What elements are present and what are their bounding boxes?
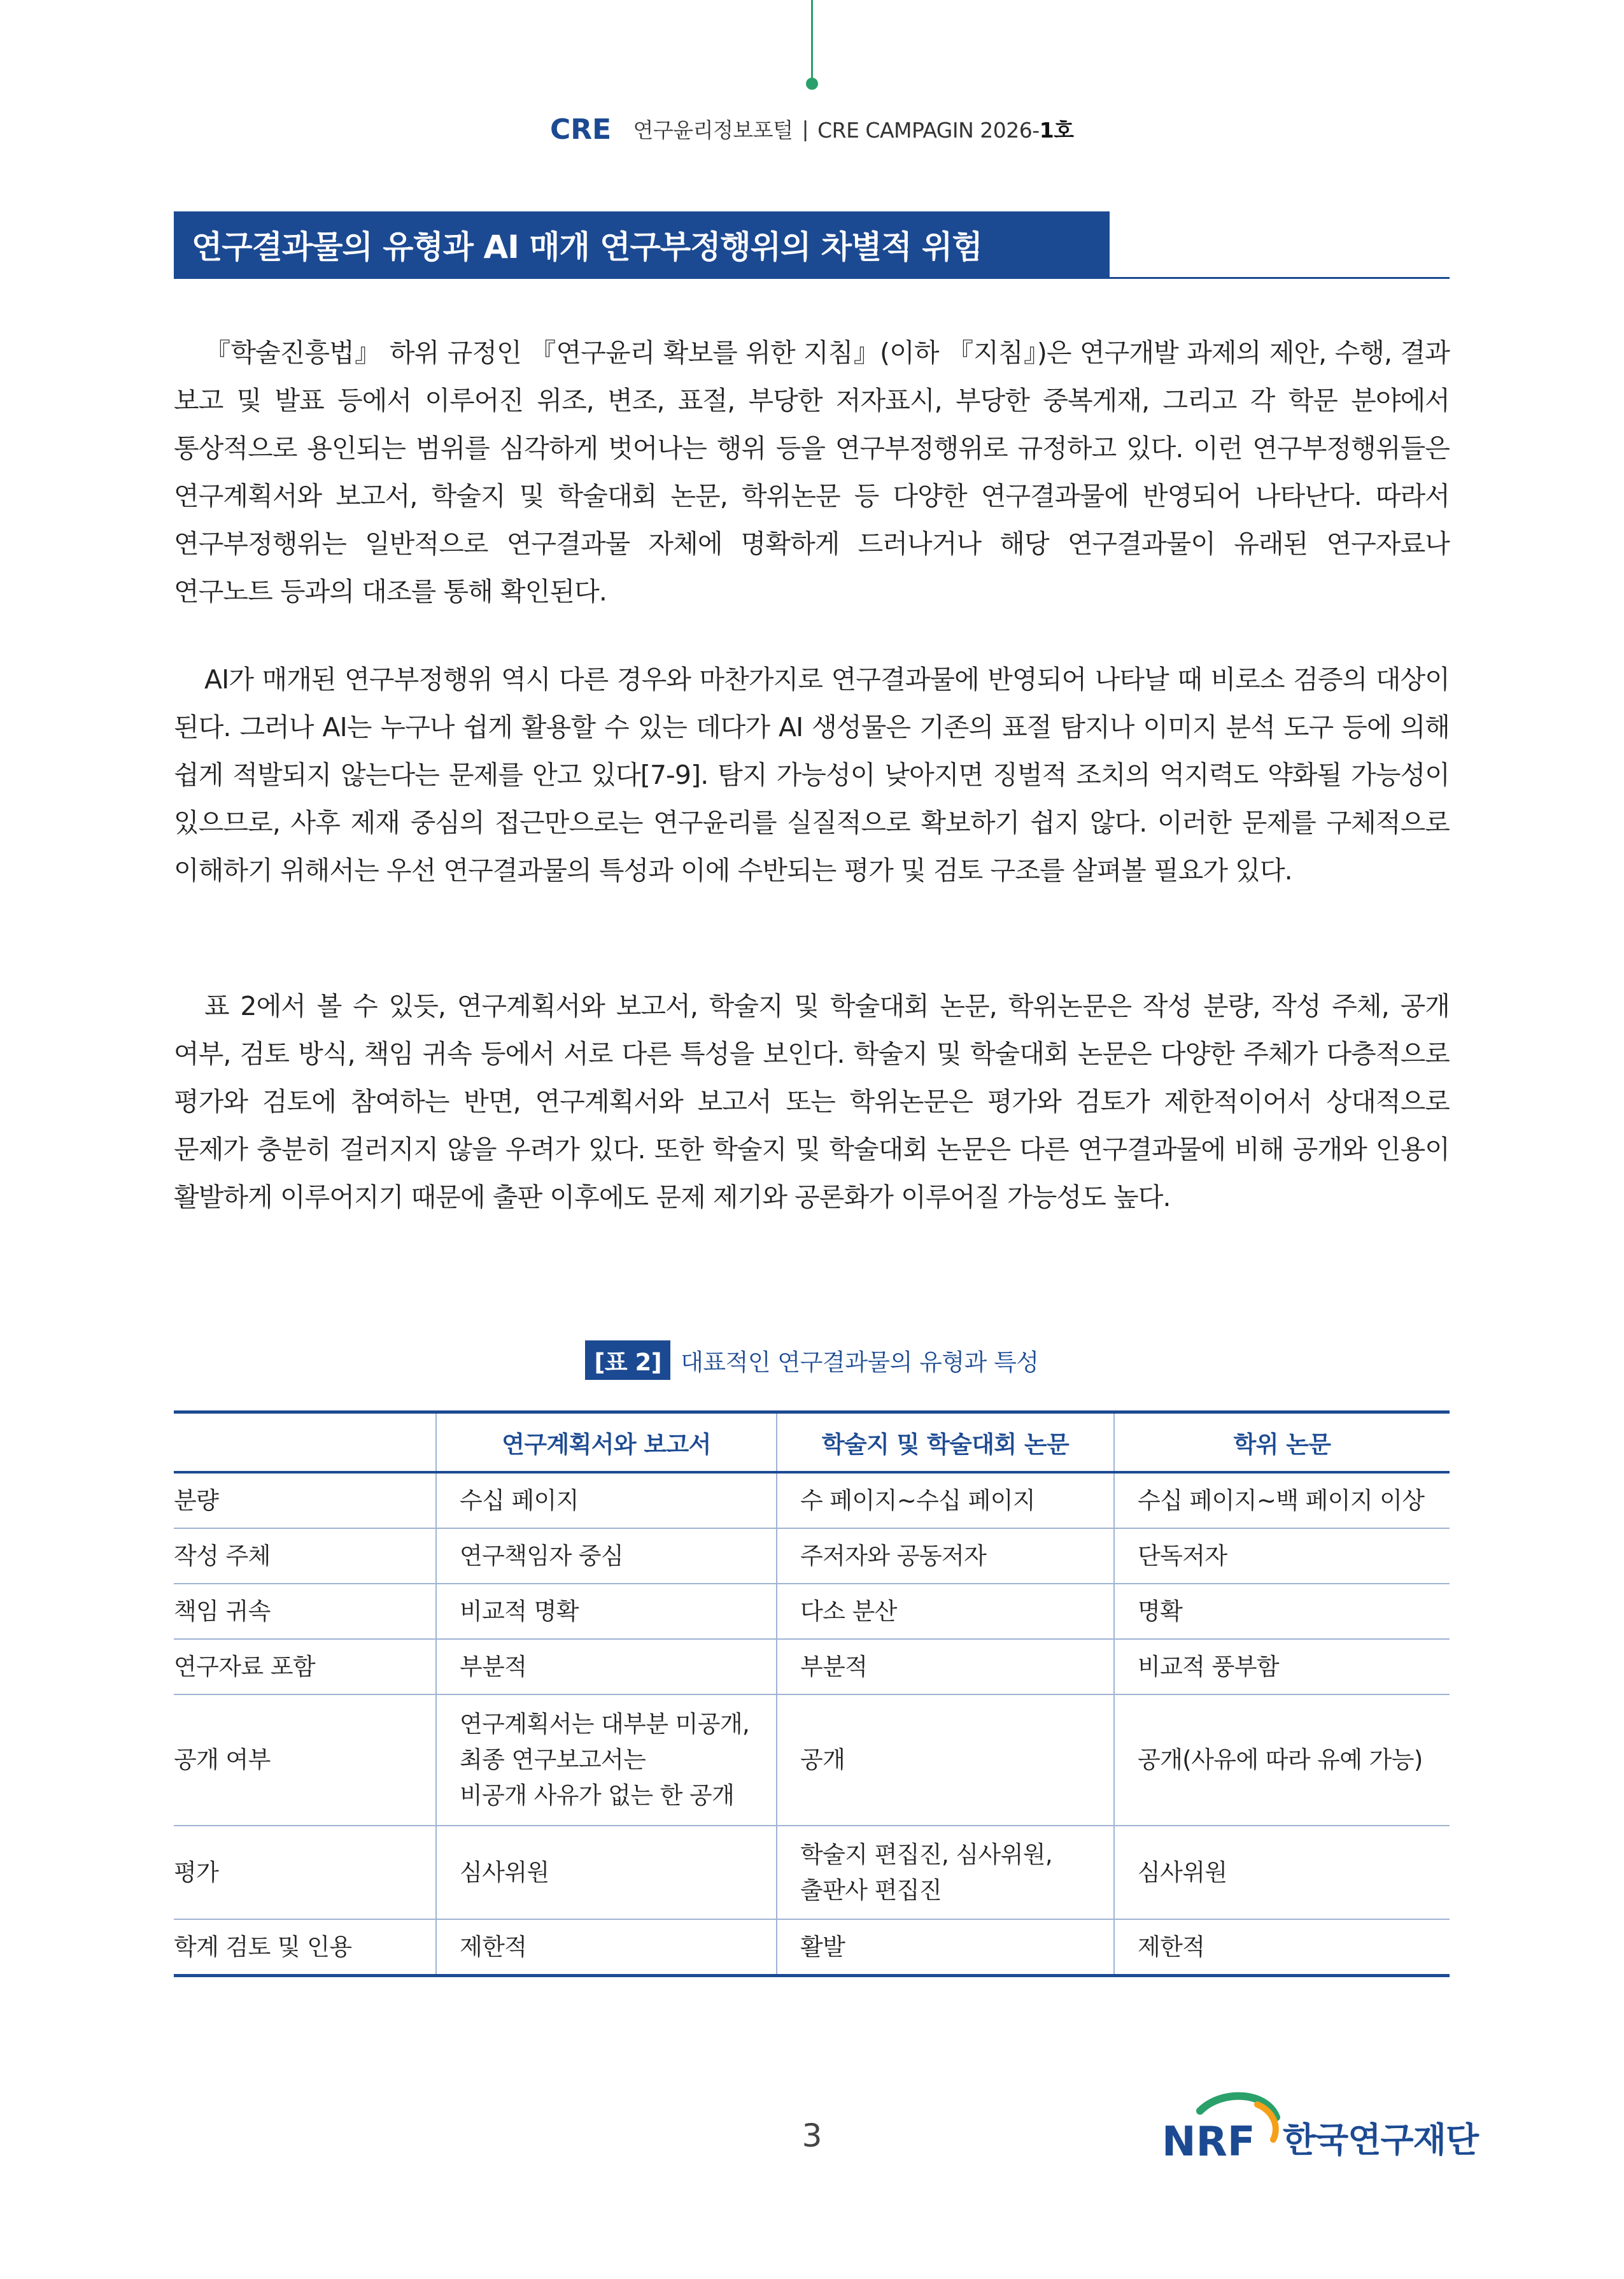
table-header-cell: 학위 논문 <box>1114 1412 1450 1473</box>
header-separator: | <box>801 116 809 141</box>
table-header-cell <box>174 1412 436 1473</box>
table-cell-line: 부분적 <box>460 1652 527 1680</box>
table-row <box>174 1694 1450 1826</box>
table-row <box>174 1472 1450 1528</box>
table-cell <box>436 1528 777 1584</box>
table-row-label: 작성 주체 <box>174 1528 436 1584</box>
table-cell-line: 공개 <box>800 1746 845 1773</box>
table-header-cell: 학술지 및 학술대회 논문 <box>777 1412 1114 1473</box>
header-campaign: CRE CAMPAGIN 2026-1호 <box>817 117 1074 143</box>
table-cell-line: 활발 <box>800 1933 845 1961</box>
table-cell <box>436 1472 777 1528</box>
table-cell <box>436 1584 777 1639</box>
top-decoration-line <box>811 0 813 84</box>
table-caption <box>0 1340 1624 1380</box>
table-cell <box>1114 1584 1450 1639</box>
table-cell <box>777 1472 1114 1528</box>
nrf-logo-text: NRF <box>1162 2119 1255 2166</box>
table-row-label: 연구자료 포함 <box>174 1639 436 1694</box>
table-caption-text: 대표적인 연구결과물의 유형과 특성 <box>681 1349 1039 1376</box>
table-cell <box>1114 1639 1450 1694</box>
table-cell-line: 비교적 명확 <box>460 1597 579 1625</box>
org-name: 한국연구재단 <box>1283 2120 1478 2160</box>
cre-logo <box>550 113 624 144</box>
header-issue: 1호 <box>1039 117 1074 143</box>
header-portal-name: 연구윤리정보포털 <box>633 117 793 143</box>
table-row-label: 평가 <box>174 1826 436 1919</box>
table-cell-line: 연구책임자 중심 <box>460 1542 624 1570</box>
table-cell-line: 다소 분산 <box>800 1597 897 1625</box>
cre-logo-text: CRE <box>550 113 612 144</box>
table-cell <box>1114 1472 1450 1528</box>
table-cell <box>777 1694 1114 1826</box>
table-cell <box>436 1826 777 1919</box>
section-heading-bar <box>174 211 1450 279</box>
table-cell <box>1114 1919 1450 1976</box>
table-header-row <box>174 1412 1450 1473</box>
paragraph-2: AI가 매개된 연구부정행위 역시 다른 경우와 마찬가지로 연구결과물에 반영되어 나타날 때 비로소 검증의 대상이 된다. 그러나 AI는 누구나 쉽게 활용할 수 있는 데다가 AI 생성물은 기존의 표절 탐지나 이미지 분석 도구 등에 의해 쉽게 적발되지 않는다는 문제를 안고 있다[7-9]. 탐지 가능성이 낮아지면 징벌적 조치의 억지력도 약화될 가능성이 있으므로, 사후 제재 중심의 접근만으로는 연구윤리를 실질적으로 확보하기 쉽지 않다. 이러한 문제를 구체적으로 이해하기 위해서는 우선 연구결과물의 특성과 이에 수반되는 평가 및 검토 구조를 살펴볼 필요가 있다. <box>174 664 1450 886</box>
table-cell <box>777 1826 1114 1919</box>
table-cell-line: 학술지 편집진, 심사위원, <box>800 1840 1053 1868</box>
characteristics-table <box>174 1410 1450 1977</box>
table-cell-line: 부분적 <box>800 1652 868 1680</box>
table-cell-line: 공개(사유에 따라 유예 가능) <box>1138 1746 1423 1773</box>
table-row <box>174 1639 1450 1694</box>
paragraph-3: 표 2에서 볼 수 있듯, 연구계획서와 보고서, 학술지 및 학술대회 논문, 학위논문은 작성 분량, 작성 주체, 공개 여부, 검토 방식, 책임 귀속 등에서 서로 다른 특성을 보인다. 학술지 및 학술대회 논문은 다양한 주체가 다층적으로 평가와 검토에 참여하는 반면, 연구계획서와 보고서 또는 학위논문은 평가와 검토가 제한적이어서 상대적으로 문제가 충분히 걸러지지 않을 우려가 있다. 또한 학술지 및 학술대회 논문은 다른 연구결과물에 비해 공개와 인용이 활발하게 이루어지기 때문에 출판 이후에도 문제 제기와 공론화가 이루어질 가능성도 높다. <box>174 991 1450 1212</box>
table-cell-line: 제한적 <box>460 1933 527 1961</box>
table-header-cell: 연구계획서와 보고서 <box>436 1412 777 1473</box>
table-caption-badge: [표 2] <box>585 1340 670 1380</box>
table-cell-line: 연구계획서는 대부분 미공개, <box>460 1710 750 1738</box>
table-row <box>174 1584 1450 1639</box>
table-cell-line: 최종 연구보고서는 <box>460 1746 646 1773</box>
page-number: 3 <box>801 2117 823 2154</box>
table-row <box>174 1528 1450 1584</box>
table-cell <box>777 1639 1114 1694</box>
table-cell-line: 주저자와 공동저자 <box>800 1542 987 1570</box>
table-cell-line: 심사위원 <box>1138 1858 1227 1886</box>
table-cell <box>1114 1694 1450 1826</box>
table-cell <box>777 1919 1114 1976</box>
top-decoration-dot <box>806 78 818 90</box>
table-cell-line: 제한적 <box>1138 1933 1205 1961</box>
table-row <box>174 1919 1450 1976</box>
table-cell-line: 비교적 풍부함 <box>1138 1652 1280 1680</box>
table-cell <box>436 1639 777 1694</box>
table-cell-line: 심사위원 <box>460 1858 549 1886</box>
table-row-label: 분량 <box>174 1472 436 1528</box>
page-header <box>0 110 1624 148</box>
table-cell-line: 비공개 사유가 없는 한 공개 <box>460 1782 735 1809</box>
table-row-label: 책임 귀속 <box>174 1584 436 1639</box>
paragraph-1: 『학술진흥법』 하위 규정인 『연구윤리 확보를 위한 지침』(이하 『지침』)은 연구개발 과제의 제안, 수행, 결과 보고 및 발표 등에서 이루어진 위조, 변조, 표절, 부당한 저자표시, 부당한 중복게재, 그리고 각 학문 분야에서 통상적으로 용인되는 범위를 심각하게 벗어나는 행위 등을 연구부정행위로 규정하고 있다. 이런 연구부정행위들은 연구계획서와 보고서, 학술지 및 학술대회 논문, 학위논문 등 다양한 연구결과물에 반영되어 나타난다. 따라서 연구부정행위는 일반적으로 연구결과물 자체에 명확하게 드러나거나 해당 연구결과물이 유래된 연구자료나 연구노트 등과의 대조를 통해 확인된다. <box>174 337 1450 607</box>
table-cell-line: 명확 <box>1138 1597 1183 1625</box>
table-cell-line: 수 페이지~수십 페이지 <box>800 1486 1036 1514</box>
table-cell <box>777 1528 1114 1584</box>
table-cell-line: 수십 페이지 <box>460 1486 579 1514</box>
section-title: 연구결과물의 유형과 AI 매개 연구부정행위의 차별적 위험 <box>174 211 1110 277</box>
table-cell-line: 단독저자 <box>1138 1542 1227 1570</box>
table-cell-line: 수십 페이지~백 페이지 이상 <box>1138 1486 1425 1514</box>
table-cell <box>1114 1826 1450 1919</box>
table-cell <box>436 1919 777 1976</box>
table-cell <box>436 1694 777 1826</box>
table-row <box>174 1826 1450 1919</box>
table-cell-line: 출판사 편집진 <box>800 1876 942 1904</box>
table-cell <box>777 1584 1114 1639</box>
table-row-label: 학계 검토 및 인용 <box>174 1919 436 1976</box>
table-cell <box>1114 1528 1450 1584</box>
table-row-label: 공개 여부 <box>174 1694 436 1826</box>
